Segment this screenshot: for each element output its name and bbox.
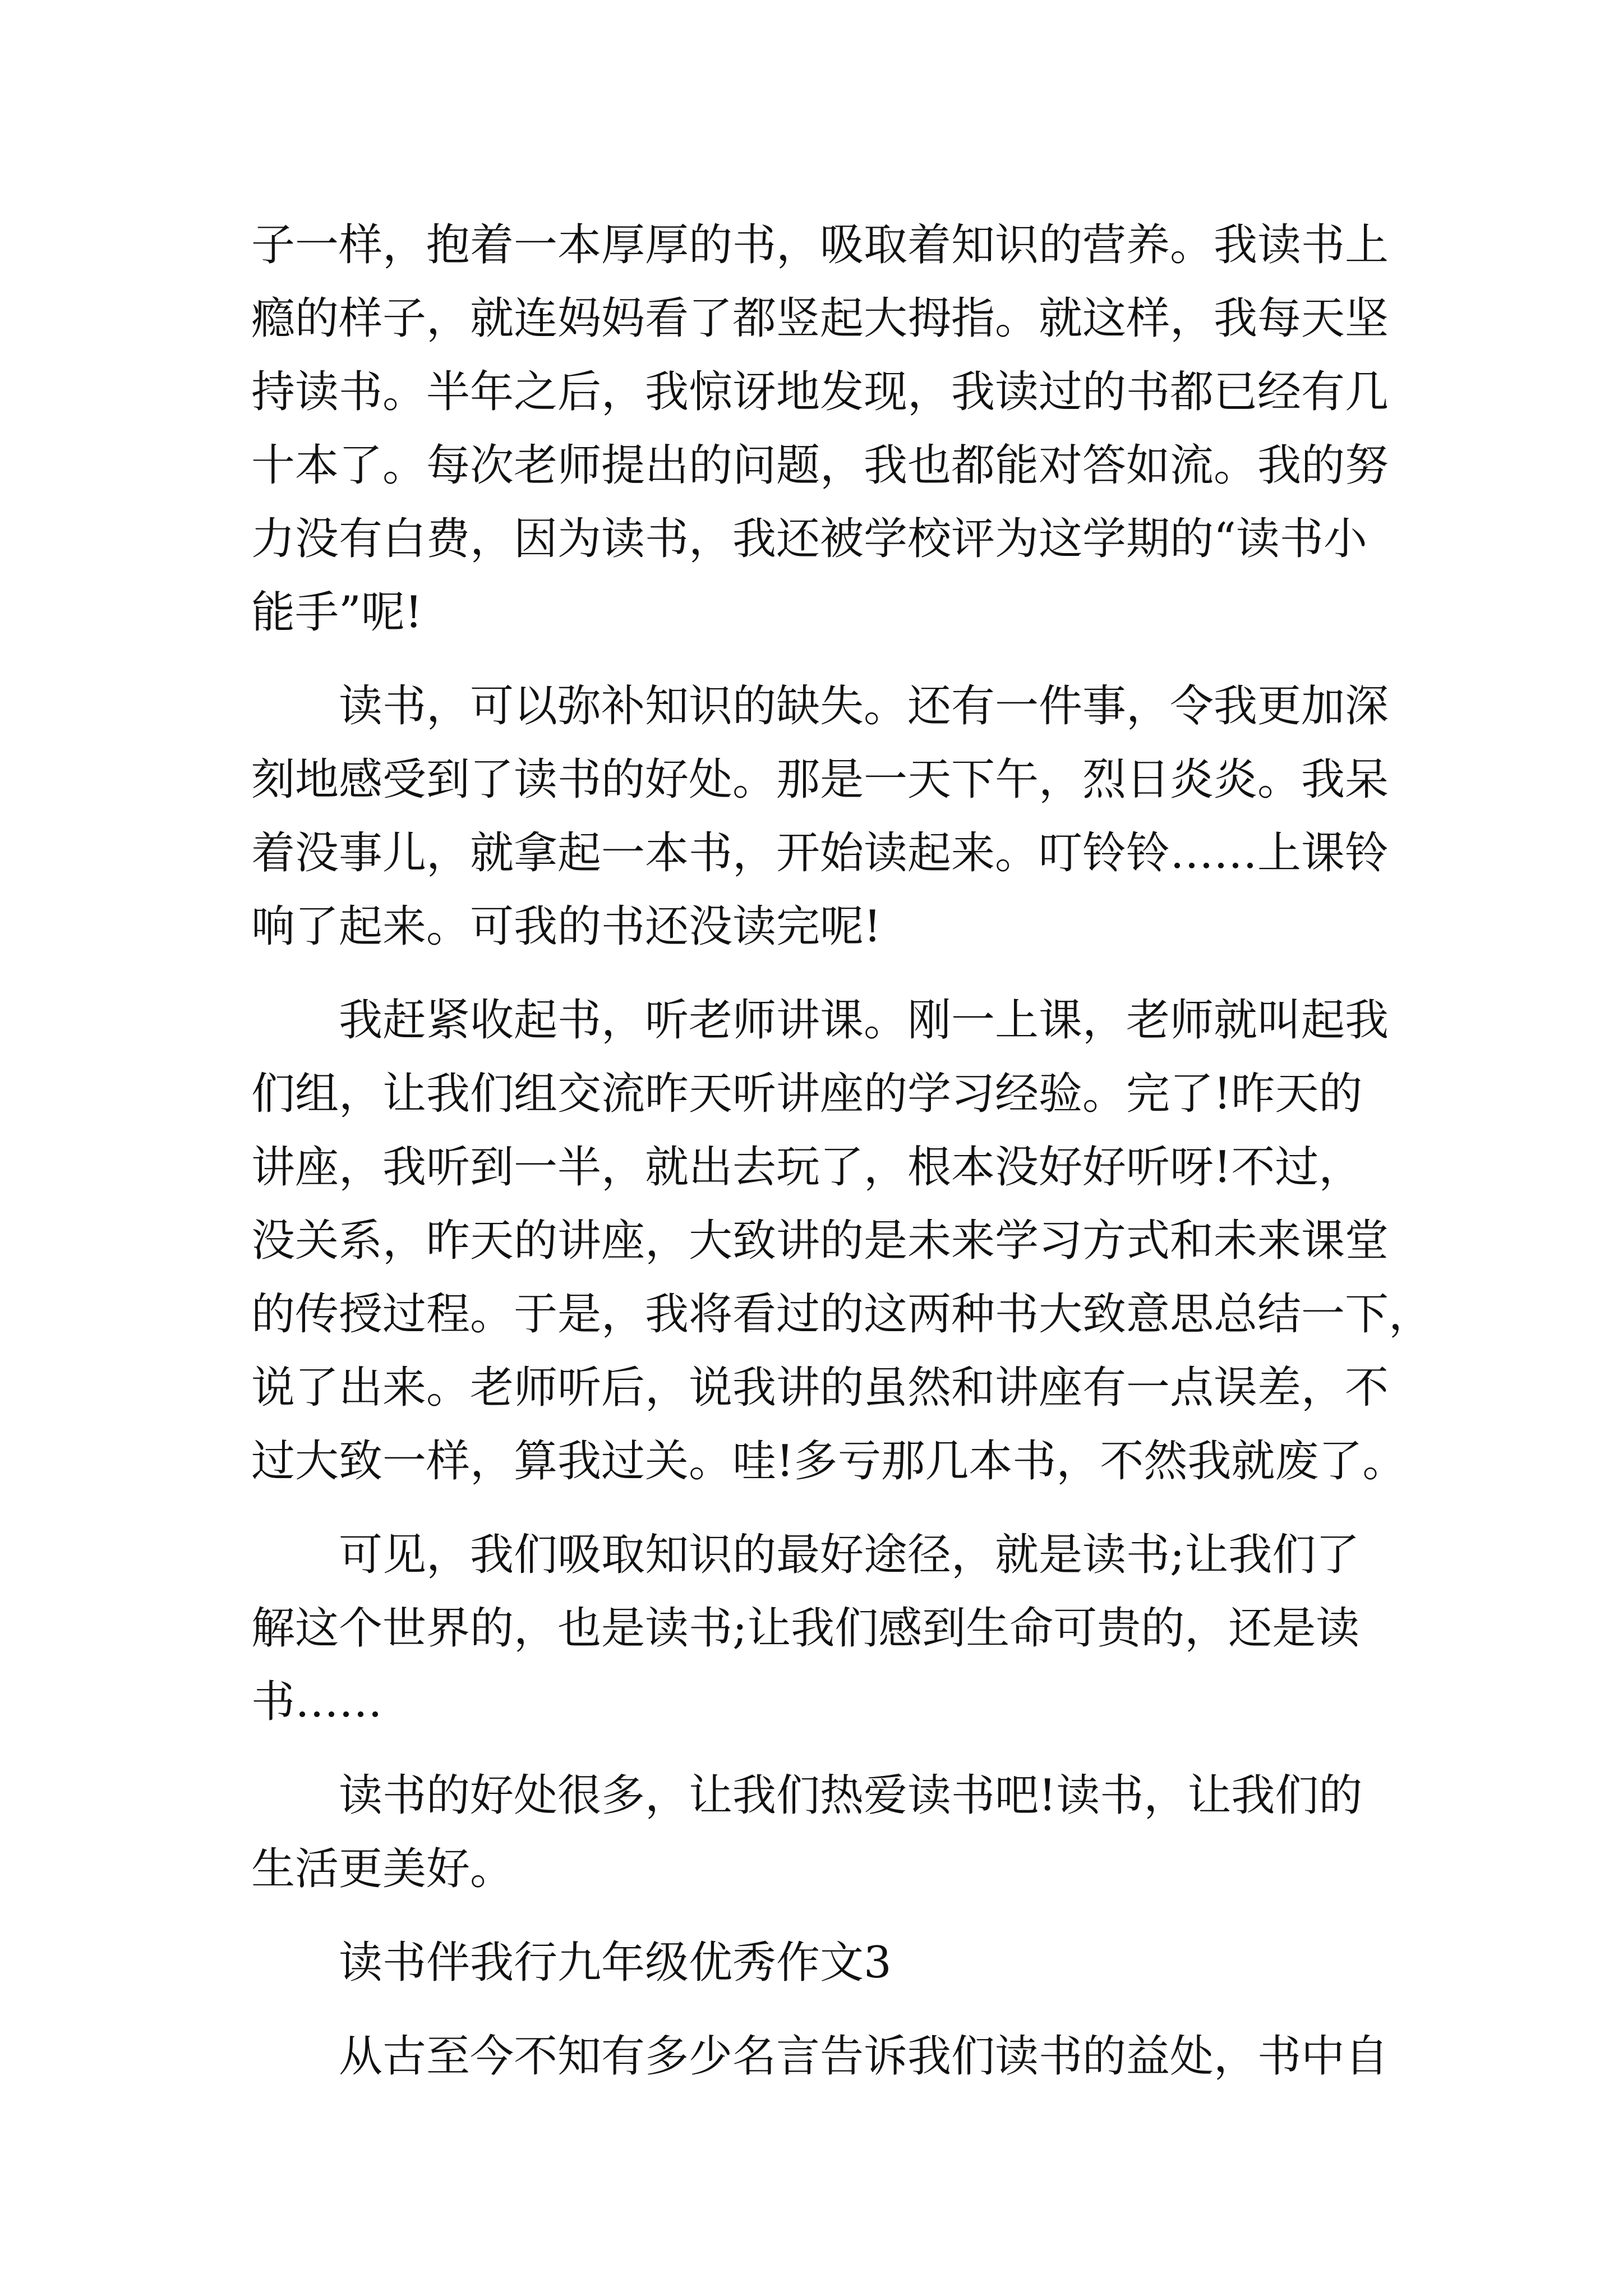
text-line: 瘾的样子，就连妈妈看了都竖起大拇指。就这样，我每天坚 bbox=[251, 293, 1389, 344]
text-line: 持读书。半年之后，我惊讶地发现，我读过的书都已经有几 bbox=[251, 367, 1389, 417]
paragraph-start-line: 从古至今不知有多少名言告诉我们读书的益处，书中自 bbox=[339, 2031, 1389, 2082]
text-line: 书…… bbox=[251, 1677, 383, 1727]
text-line: 的传授过程。于是，我将看过的这两种书大致意思总结一下， bbox=[251, 1289, 1433, 1340]
paragraph-start-line: 读书，可以弥补知识的缺失。还有一件事，令我更加深 bbox=[339, 681, 1389, 731]
paragraph-start-line: 我赶紧收起书，听老师讲课。刚一上课，老师就叫起我 bbox=[339, 995, 1389, 1046]
essay-text bbox=[251, 209, 1433, 2093]
essay-heading: 读书伴我行九年级优秀作文3 bbox=[339, 1938, 892, 1988]
text-line: 响了起来。可我的书还没读完呢! bbox=[251, 901, 882, 952]
text-line: 力没有白费，因为读书，我还被学校评为这学期的“读书小 bbox=[251, 514, 1367, 564]
text-line: 讲座，我听到一半，就出去玩了，根本没好好听呀!不过， bbox=[251, 1142, 1363, 1193]
text-line: 解这个世界的，也是读书;让我们感到生命可贵的，还是读 bbox=[251, 1603, 1360, 1654]
text-line: 子一样，抱着一本厚厚的书，吸取着知识的营养。我读书上 bbox=[251, 220, 1389, 270]
paragraph-start-line: 可见，我们吸取知识的最好途径，就是读书;让我们了 bbox=[339, 1530, 1360, 1580]
text-line: 刻地感受到了读书的好处。那是一天下午，烈日炎炎。我呆 bbox=[251, 754, 1389, 805]
text-line: 们组，让我们组交流昨天听讲座的学习经验。完了!昨天的 bbox=[251, 1069, 1363, 1119]
text-line: 说了出来。老师听后，说我讲的虽然和讲座有一点误差，不 bbox=[251, 1363, 1389, 1413]
text-line: 生活更美好。 bbox=[251, 1844, 514, 1894]
text-line: 十本了。每次老师提出的问题，我也都能对答如流。我的努 bbox=[251, 440, 1389, 491]
paragraph-start-line: 读书的好处很多，让我们热爱读书吧!读书，让我们的 bbox=[339, 1770, 1363, 1821]
text-line: 过大致一样，算我过关。哇!多亏那几本书，不然我就废了。 bbox=[251, 1436, 1407, 1487]
text-line: 能手”呢! bbox=[251, 587, 423, 638]
text-line: 着没事儿，就拿起一本书，开始读起来。叮铃铃……上课铃 bbox=[251, 828, 1389, 878]
text-line: 没关系，昨天的讲座，大致讲的是未来学习方式和未来课堂 bbox=[251, 1216, 1389, 1266]
